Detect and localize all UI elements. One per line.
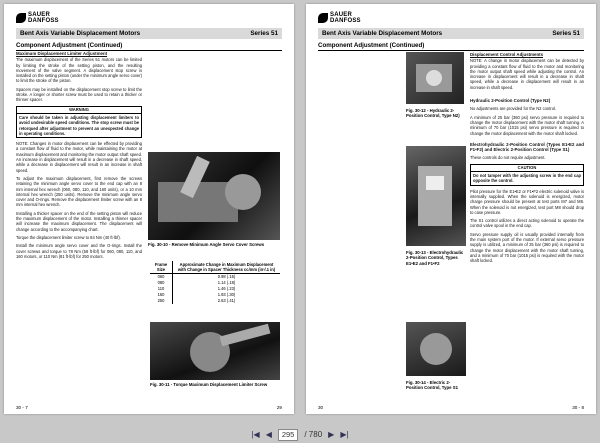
paragraph: To adjust the maximum displacement, first remove the screws retaining the minimum angle servo cover to the end cap with an 8 mm internal hex wrench (060, 080, 110, and 160 units), or a 10 mm internal hex wrench (250 units). Remove the minimum angle servo cover and O-rings. Remove the displacement limiter screw with an 8 mm internal hex wrench. [16,175,142,208]
table-cell: 0.98 (.15) [217,274,236,280]
last-page-icon[interactable]: ▶| [340,430,349,439]
paragraph: No adjustments are provided for the N2 control. [470,106,557,112]
figure-caption: Fig. 30-14 - Electric 2-Position Control, Type S1 [406,380,458,391]
table-row [150,298,280,304]
warning-title: WARNING [17,107,141,114]
note-paragraph: NOTE: A change in motor displacement can be detected by providing a constant flow of fluid to the motor and monitoring the motor output shaft speed while adjusting the control. An increase in displacement will result in a decrease in shaft speed, while a decrease in displacement will result in an increase in shaft speed. [470,58,584,90]
viewer-toolbar [0,426,600,443]
table-cell: 110 [150,286,173,292]
left-text-column [16,51,142,262]
sauer-danfoss-logo [318,11,388,25]
figure-caption: Fig. 30-12 - Hydraulic 2-Position Control, Type N2) [406,108,460,119]
subheading-electrohydraulic: Electrohydraulic 2-Position Control (Types E1•E2 and F1•F2) and Electric 2-Position Control (Type S1) [470,141,584,153]
left-page [4,4,294,414]
logo-mark-icon [16,13,26,23]
paragraph: The S1 control utilizes a direct acting solenoid to operate the control valve spool in the end cap. [470,218,584,229]
paragraph: The maximum displacement of the Series 51 motors can be limited by limiting the stroke of the setting piston, and the resulting movement of the valve segment. A displacement stop screw is installed on the setting piston (under the minimum angle servo cover) to limit the stroke of the piston. [16,57,142,84]
paragraph: A minimum of 25 bar (360 psi) servo pressure is required to change the motor displacement with the motor shaft turning. A minimum of 70 bar (1015 psi) servo pressure is required to change the motor displacement with the motor shaft locked. [470,114,584,136]
warning-box [16,106,142,138]
sauer-danfoss-logo [16,11,86,25]
right-text-column [470,52,584,267]
paragraph: Pilot pressure for the E1•E2 or F1•F2 electric solenoid valve is internally supplied. When the solenoid is energized, motor charge pressure should be present at test ports M7 and M8. When the solenoid is not energized, test port M8 should drop to case pressure. [470,188,584,215]
page-title-bar [318,28,584,39]
figure-caption: Fig. 30-11 - Torque Maximum Displacement Limiter Screw [150,382,268,387]
warning-body: Care should be taken in adjusting displacement limiters to avoid undesirable speed conditions. The stop screw must be retorqued after adjustment to prevent an unexpected change in operating conditions. [19,114,139,136]
right-page [306,4,596,414]
total-pages: / 780 [304,430,323,439]
photo-electrohydraulic-control [406,146,466,246]
logo-text-line1: SAUER [28,12,51,18]
page-number: 29 [276,405,282,410]
paragraph: Torque the displacement limiter screw to 84 Nm (40 ft·lbf). [16,234,121,240]
photo-torque-limiter-screw [150,322,280,380]
figure-caption: Fig. 30-13 - Electrohydraulic 2-Position Control, Types E1•E2 and F1•F2 [406,250,464,266]
prev-page-icon[interactable]: ◀ [265,430,272,439]
paragraph: These controls do not require adjustment. [470,155,546,161]
section-subtitle: Component Adjustment (Continued) [318,42,584,51]
note-paragraph: NOTE: Changes in motor displacement can be effected by providing a constant flow of fluid to the motor, while maintaining the motor at maximum displacement and monitoring the motor output shaft speed. An increase in displacement will result in a decrease in shaft speed, while a decrease in displacement will result in an increase in shaft speed. [16,141,142,173]
displacement-change-table [150,261,280,304]
footer-right: 30 - 8 [572,405,584,410]
current-page-input[interactable]: 295 [278,429,299,441]
table-cell: 060 [150,274,173,280]
table-header-frame: Frame Size [150,261,173,274]
figure-caption: Fig. 30-10 - Remove Minimum Angle Servo Cover Screws [148,242,265,247]
footer-left: 30 - 7 [16,405,28,410]
logo-text-line1: SAUER [330,12,353,18]
series-label: Series 51 [552,30,580,37]
series-label: Series 51 [250,30,278,37]
table-cell: 2.63 (.41) [217,298,236,304]
section-subtitle: Component Adjustment (Continued) [16,42,282,51]
table-cell: 1.46 (.23) [217,286,236,292]
caution-body: Do not tamper with the adjusting screw in the end cap opposite the control. [473,173,581,184]
table-cell: 080 [150,280,173,286]
caution-title: CAUTION [471,165,583,172]
logo-text-line2: DANFOSS [28,18,59,24]
page-title: Bent Axis Variable Displacement Motors [322,30,443,37]
paragraph: Servo pressure supply oil is usually provided internally from the main system port of the motor. If external servo pressure supply is utilized, a minimum of 25 bar (360 psi) is required to change the motor displacement with the motor shaft turning, and a minimum of 70 bar (1015 psi) is required with the motor shaft locked. [470,231,584,264]
paragraph: Spacers may be installed on the displacement stop screw to limit the stroke. A longer or shorter screw must be used to retain a thicker or thinner spacer. [16,86,142,103]
table-cell: 160 [150,292,173,298]
next-page-icon[interactable]: ▶ [328,430,335,439]
table-cell: 1.14 (.18) [217,280,236,286]
table-header-change: Approximate Change in Maximum Displacement with Change in Spacer Thickness cc/mm (in³/.1 in) [173,261,281,274]
photo-electric-control [406,322,466,376]
caution-box [470,164,584,186]
subheading-n2: Hydraulic 2-Position Control (Type N2) [470,98,551,104]
section-heading: Maximum Displacement Limiter Adjustment [16,51,108,56]
table-cell: 250 [150,298,173,304]
table-cell: 1.93 (.30) [217,292,236,298]
first-page-icon[interactable]: |◀ [251,430,260,439]
paragraph: Install the minimum angle servo cover and the O-rings. Install the cover screws and torque to 78 Nm (58 ft·lbf) for 060, 080, 110, and 160 motors, or 110 Nm (81 ft·lbf) for 250 motors. [16,243,142,259]
page-title: Bent Axis Variable Displacement Motors [20,30,141,37]
section-heading: Displacement Control Adjustments [470,52,544,57]
logo-text-line2: DANFOSS [330,18,361,24]
paragraph: Installing a thicker spacer on the end of the setting piston will reduce the maximum displacement of the motor. Installing a thinner spacer will increase the maximum displacement. The displacement will change according to the accompanying chart. [16,210,142,232]
photo-remove-servo-cover [148,152,280,240]
photo-hydraulic-control [406,52,464,104]
logo-mark-icon [318,13,328,23]
page-title-bar [16,28,282,39]
page-number: 30 [318,405,324,410]
